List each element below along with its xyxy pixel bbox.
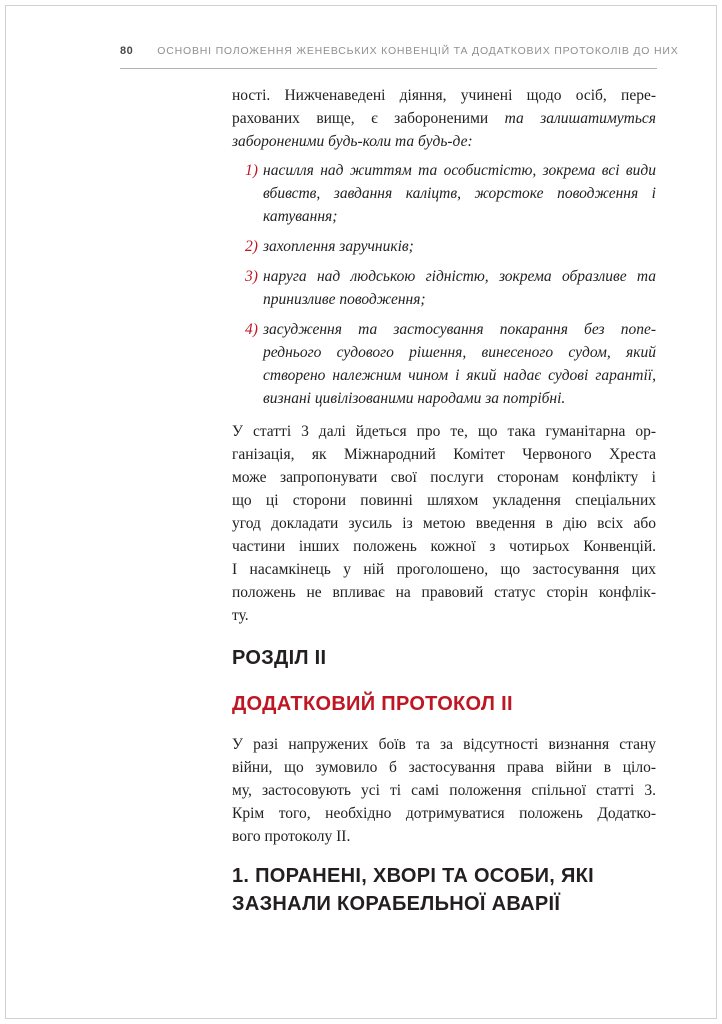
text-line [263,182,656,205]
list-item-number: 1) [245,162,258,179]
text-line [263,288,656,311]
list-item-number: 2) [245,238,258,255]
list-item [245,265,656,311]
protocol-heading: ДОДАТКОВИЙ ПРОТОКОЛ ІІ [232,693,513,715]
text-segment: рахованих вище, є забороненими [232,110,505,127]
text-line [232,604,656,627]
text-segment: катування; [263,208,338,225]
protocol-intro-paragraph [232,733,656,848]
text-segment: У статті 3 далі йдеться про те, що така гуманітарна ор- [232,423,656,440]
text-segment: вого протоколу ІІ. [232,828,351,845]
text-segment: 1. ПОРАНЕНІ, ХВОРІ ТА ОСОБИ, ЯКІ [232,865,595,887]
subsection-heading [232,862,656,918]
list-item-text [263,235,656,258]
text-line [263,159,656,182]
intro-paragraph [232,84,656,153]
running-head-title: ОСНОВНІ ПОЛОЖЕННЯ ЖЕНЕВСЬКИХ КОНВЕНЦІЙ ТА ДОДАТКОВИХ ПРОТОКОЛІВ ДО НИХ [157,45,679,57]
list-item-text [263,318,656,410]
text-segment: ту. [232,607,249,624]
text-line [263,318,656,341]
text-line [263,364,656,387]
text-segment: принизливе поводження; [263,291,426,308]
text-segment: засудження та застосування покарання без попе- [263,321,656,338]
text-segment: І насамкінець у ній проголошено, що застосування цих [232,561,656,578]
text-segment: Крім того, необхідно дотримуватися положень Додатко- [232,805,656,822]
text-segment: вбивств, завдання каліцтв, жорстоке поводження і [263,185,656,202]
text-segment: війни, що зумовило б застосування права війни в ціло- [232,759,656,776]
text-segment: наруга над людською гідністю, зокрема образливе та [263,268,656,285]
text-segment: ності. Нижченаведені діяння, учинені щодо осіб, пере- [232,87,656,104]
text-line [232,581,656,604]
text-segment: У разі напружених боїв та за відсутності визнання стану [232,736,656,753]
text-line [263,387,656,410]
text-line [232,733,656,756]
list-item-text [263,265,656,311]
page-number: 80 [120,45,134,57]
running-head [120,45,679,69]
text-line [232,756,656,779]
page-content [232,84,656,918]
text-line [232,130,656,153]
chapter-heading: РОЗДІЛ ІІ [232,647,327,669]
text-segment: ЗАЗНАЛИ КОРАБЕЛЬНОЇ АВАРІЇ [232,893,561,915]
text-segment: створено належним чином і який надає судові гарантії, [263,367,656,384]
text-segment: положень не впливає на правовий статус сторін конфлік- [232,584,656,601]
text-line [232,466,656,489]
list-item-number: 3) [245,268,258,285]
italic-text-segment: забороненими будь-коли та будь-де: [232,133,473,150]
text-line [232,535,656,558]
text-line [263,235,656,258]
text-line [232,802,656,825]
text-segment: що ці сторони повинні шляхом укладення спеціальних [232,492,656,509]
text-segment: реднього судового рішення, винесеного судом, який [263,344,656,361]
article3-paragraph [232,420,656,627]
list-item-number: 4) [245,321,258,338]
text-line [263,205,656,228]
list-item-text [263,159,656,228]
italic-text-segment: та залишатимуться [504,110,657,127]
text-segment: визнані цивілізованими народами за потрібні. [263,390,566,407]
text-line [232,890,656,918]
text-line [232,420,656,443]
text-line [232,512,656,535]
text-line [232,107,656,130]
text-line [232,489,656,512]
list-item [245,318,656,410]
text-segment: му, застосовують усі ті самі положення спільної статті 3. [232,782,656,799]
text-line [232,825,656,848]
text-segment: захоплення заручників; [263,238,414,255]
text-segment: частини інших положень кожної з чотирьох Конвенцій. [232,538,656,555]
text-line [263,341,656,364]
text-line [263,265,656,288]
text-line [232,779,656,802]
numbered-list [232,159,656,410]
text-segment: насилля над життям та особистістю, зокрема всі види [263,162,656,179]
list-item [245,235,656,258]
text-line [232,443,656,466]
text-segment: угод докладати зусиль із метою введення в дію всіх або [232,515,656,532]
text-line [232,558,656,581]
text-segment: може запропонувати свої послуги сторонам конфлікту і [232,469,656,486]
text-line [232,84,656,107]
text-segment: ганізація, як Міжнародний Комітет Червоного Хреста [232,446,656,463]
text-line [232,862,656,890]
list-item [245,159,656,228]
